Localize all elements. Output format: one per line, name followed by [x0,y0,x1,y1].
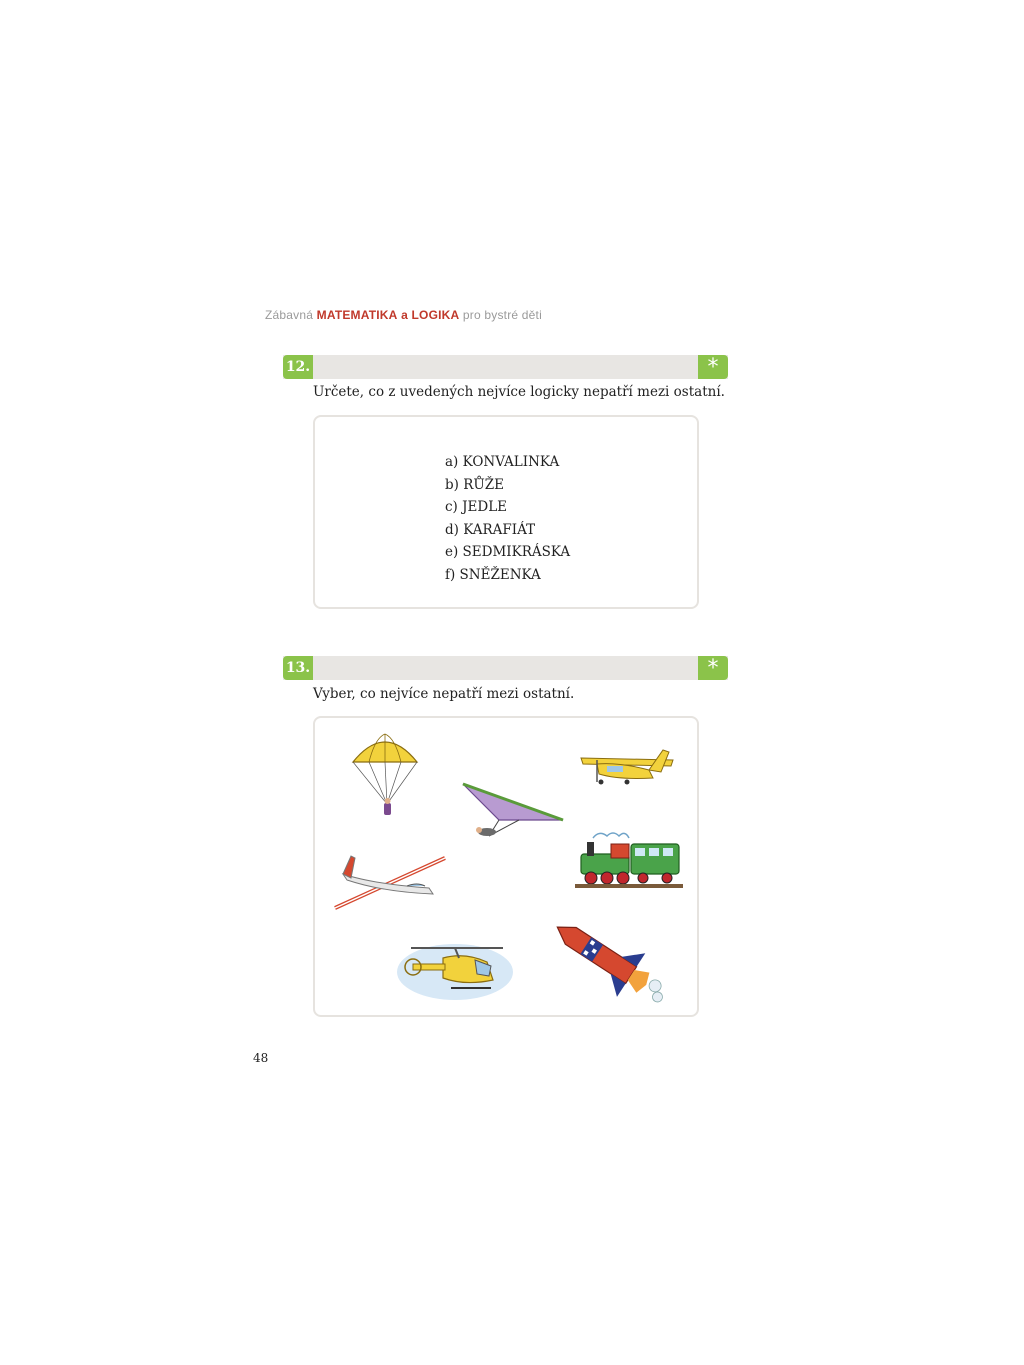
option-b: b) RŮŽE [445,476,504,493]
difficulty-star-icon: * [698,656,728,680]
running-head-accent1: MATEMATIKA [316,308,398,322]
option-f: f) SNĚŽENKA [445,566,541,583]
helicopter-picture [395,936,515,1002]
exercise-12-header [283,355,728,379]
option-d: d) KARAFIÁT [445,521,536,538]
running-head-part2: a [401,308,408,322]
page-number: 48 [253,1051,269,1065]
running-head [265,308,542,322]
exercise-12-box [313,415,699,609]
glider-picture [333,850,449,914]
exercise-12-number: 12. [283,355,313,379]
option-e: e) SEDMIKRÁSKA [445,544,571,561]
hang-glider-picture [459,780,565,850]
exercise-13-header [283,656,728,680]
rocket-picture [541,914,683,1010]
running-head-accent2: LOGIKA [411,308,460,322]
running-head-part1: Zábavná [265,308,314,322]
parachute-picture [349,732,421,824]
option-list [445,451,570,587]
option-c: c) JEDLE [445,499,508,516]
exercise-13-number: 13. [283,656,313,680]
small-airplane-picture [579,740,675,800]
difficulty-star-icon: * [698,355,728,379]
exercise-12-prompt: Určete, co z uvedených nejvíce logicky nepatří mezi ostatní. [313,384,725,400]
option-a: a) KONVALINKA [445,454,560,470]
exercise-13-box [313,716,699,1017]
exercise-13-prompt: Vyber, co nejvíce nepatří mezi ostatní. [313,686,575,702]
running-head-part3: pro bystré děti [462,308,542,322]
steam-train-picture [573,830,685,894]
